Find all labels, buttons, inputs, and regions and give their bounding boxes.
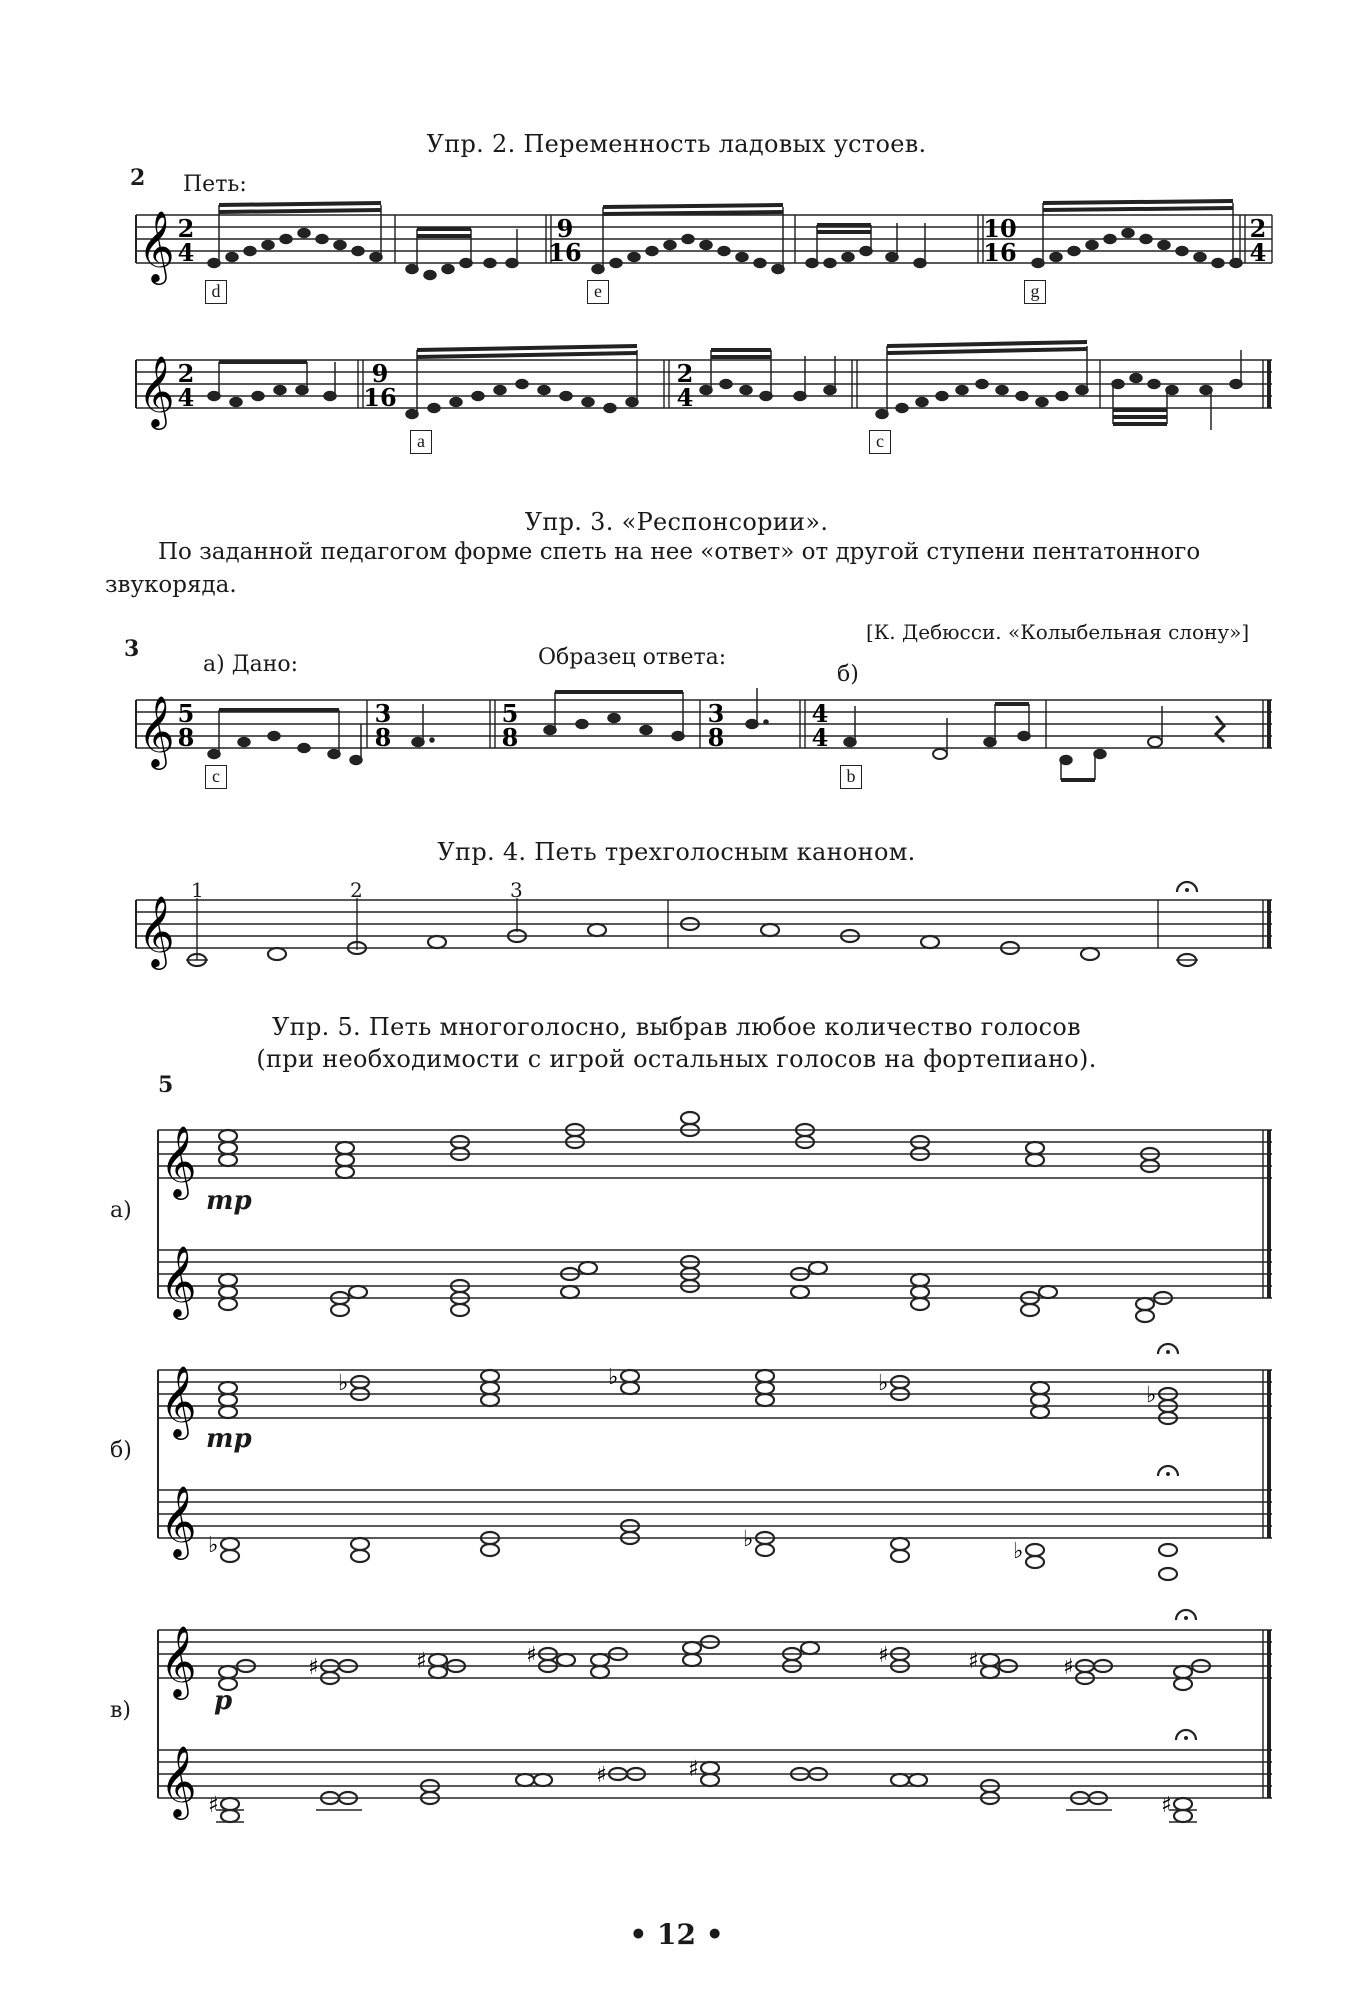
treble-clef-icon: 𝄞 [160, 1364, 197, 1437]
ex3-box-c: c [205, 765, 227, 789]
ex5-system-c-dynamic: p [214, 1686, 233, 1716]
treble-clef-icon: 𝄞 [160, 1744, 197, 1817]
svg-text:3: 3 [707, 699, 725, 728]
svg-text:4: 4 [177, 238, 195, 267]
svg-text:2: 2 [177, 359, 195, 388]
svg-text:16: 16 [548, 238, 582, 267]
ex3-label-b: б) [837, 662, 859, 687]
ex2-instruction: Петь: [183, 172, 247, 197]
ex5-number: 5 [158, 1072, 174, 1098]
ex2-staff-row1 [0, 195, 1353, 315]
svg-text:3: 3 [374, 699, 392, 728]
treble-clef-icon: 𝄞 [160, 1484, 197, 1557]
ex5-system-a [0, 1100, 1353, 1340]
svg-text:10: 10 [983, 214, 1017, 243]
svg-text:2: 2 [676, 359, 694, 388]
page-number: • 12 • [629, 1918, 724, 1951]
treble-clef-icon: 𝄞 [160, 1124, 197, 1197]
svg-text:♯: ♯ [968, 1649, 979, 1674]
treble-clef-icon: 𝄞 [138, 354, 175, 427]
ex5-system-c-label: в) [110, 1698, 131, 1723]
ex2-box-g: g [1024, 280, 1046, 304]
treble-clef-icon: 𝄞 [160, 1624, 197, 1697]
ex4-entry-1: 1 [191, 878, 204, 902]
ex3-source: [К. Дебюсси. «Колыбельная слону»] [866, 620, 1250, 644]
svg-text:4: 4 [676, 383, 694, 412]
svg-text:4: 4 [811, 723, 829, 752]
svg-text:4: 4 [811, 699, 829, 728]
svg-text:4: 4 [1249, 238, 1267, 267]
ex2-box-e: e [587, 280, 609, 304]
svg-text:♯: ♯ [596, 1763, 607, 1788]
ex5-system-b-dynamic: mp [206, 1424, 252, 1454]
svg-text:8: 8 [501, 723, 519, 752]
svg-text:8: 8 [374, 723, 392, 752]
ex2-box-c: c [869, 430, 891, 454]
ex5-system-b [0, 1340, 1353, 1590]
ex5-title-line1: Упр. 5. Петь многоголосно, выбрав любое количество голосов [272, 1013, 1081, 1041]
ex2-staff-row2 [0, 340, 1353, 450]
svg-text:♭: ♭ [1013, 1539, 1024, 1564]
svg-text:♯: ♯ [1161, 1793, 1172, 1818]
svg-text:16: 16 [983, 238, 1017, 267]
treble-clef-icon: 𝄞 [138, 694, 175, 767]
svg-text:8: 8 [177, 723, 195, 752]
svg-text:♭: ♭ [608, 1365, 619, 1390]
ex4-entry-3: 3 [510, 878, 523, 902]
ex3-box-b: b [840, 765, 862, 789]
ex2-box-a: a [410, 430, 432, 454]
ex5-system-a-label: а) [110, 1198, 132, 1223]
ex3-label-sample: Образец ответа: [538, 645, 727, 670]
ex5-system-c [0, 1600, 1353, 1840]
svg-text:♭: ♭ [208, 1533, 219, 1558]
svg-text:♯: ♯ [1063, 1655, 1074, 1680]
ex4-staff [0, 880, 1353, 990]
svg-text:♯: ♯ [688, 1757, 699, 1782]
ex3-number: 3 [124, 636, 140, 662]
ex4-title: Упр. 4. Петь трехголосным каноном. [437, 838, 916, 866]
svg-text:♭: ♭ [1146, 1383, 1157, 1408]
ex5-system-a-dynamic: mp [206, 1186, 252, 1216]
ex2-box-d: d [205, 280, 227, 304]
svg-text:16: 16 [363, 383, 397, 412]
ex4-entry-2: 2 [350, 878, 363, 902]
svg-text:♯: ♯ [526, 1643, 537, 1668]
svg-text:5: 5 [501, 699, 519, 728]
svg-text:♭: ♭ [878, 1371, 889, 1396]
treble-clef-icon: 𝄞 [138, 209, 175, 282]
ex3-staff [0, 680, 1353, 780]
ex2-number: 2 [130, 165, 146, 191]
ex3-label-given: а) Дано: [203, 652, 299, 677]
svg-text:♭: ♭ [743, 1527, 754, 1552]
treble-clef-icon: 𝄞 [138, 894, 175, 967]
treble-clef-icon: 𝄞 [160, 1244, 197, 1317]
svg-text:4: 4 [177, 383, 195, 412]
ex2-title: Упр. 2. Переменность ладовых устоев. [426, 130, 927, 158]
svg-text:2: 2 [177, 214, 195, 243]
svg-text:♯: ♯ [878, 1643, 889, 1668]
ex5-title-line2: (при необходимости с игрой остальных голосов на фортепиано). [256, 1045, 1097, 1073]
svg-text:♯: ♯ [308, 1655, 319, 1680]
svg-text:♭: ♭ [338, 1371, 349, 1396]
ex5-system-b-label: б) [110, 1438, 132, 1463]
ex3-title: Упр. 3. «Респонсории». [524, 508, 829, 536]
svg-text:8: 8 [707, 723, 725, 752]
ex3-description-line1: По заданной педагогом форме спеть на нее «ответ» от другой ступени пентатонного [158, 539, 1201, 565]
svg-text:♯: ♯ [208, 1793, 219, 1818]
svg-text:9: 9 [371, 359, 389, 388]
svg-text:9: 9 [556, 214, 574, 243]
svg-text:2: 2 [1249, 214, 1267, 243]
ex3-description-line2: звукоряда. [105, 572, 237, 598]
svg-text:5: 5 [177, 699, 195, 728]
svg-text:♯: ♯ [416, 1649, 427, 1674]
